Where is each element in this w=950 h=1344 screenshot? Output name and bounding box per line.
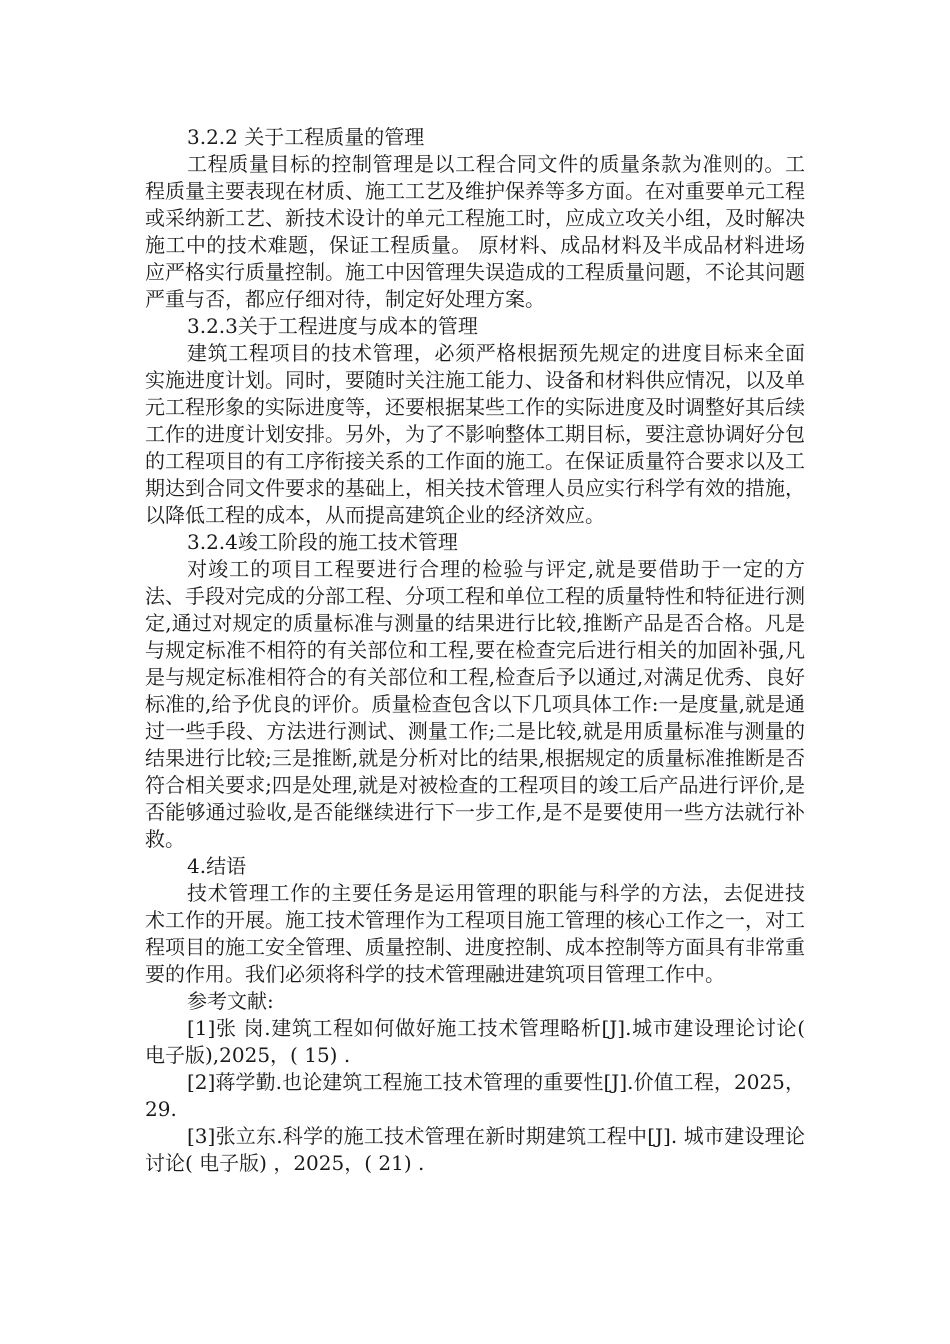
- section-paragraph-3-2-3: 建筑工程项目的技术管理，必须严格根据预先规定的进度目标来全面实施进度计划。同时，要随时关注施工能力、设备和材料供应情况，以及单元工程形象的实际进度等，还要根据某些工作的实际进度及时调整好其后续工作的进度计划安排。另外，为了不影响整体工期目标，要注意协调好分包的工程项目的有工序衔接关系的工作面的施工。在保证质量符合要求以及工期达到合同文件要求的基础上，相关技术管理人员应实行科学有效的措施，以降低工程的成本，从而提高建筑企业的经济效应。: [145, 341, 805, 527]
- section-heading-3-2-2: 3.2.2 关于工程质量的管理: [187, 125, 425, 149]
- section-heading-3-2-3: 3.2.3关于工程进度与成本的管理: [187, 314, 478, 338]
- section-paragraph-3-2-2: 工程质量目标的控制管理是以工程合同文件的质量条款为准则的。工程质量主要表现在材质、施工工艺及维护保养等多方面。在对重要单元工程或采纳新工艺、新技术设计的单元工程施工时，应成立攻关小组，及时解决施工中的技术难题，保证工程质量。 原材料、成品材料及半成品材料进场应严格实行质量控制。施工中因管理失误造成的工程质量问题，不论其问题严重与否，都应仔细对待，制定好处理方案。: [145, 152, 805, 311]
- section-paragraph-conclusion: 技术管理工作的主要任务是运用管理的职能与科学的方法，去促进技术工作的开展。施工技术管理作为工程项目施工管理的核心工作之一，对工程项目的施工安全管理、质量控制、进度控制、成本控制等方面具有非常重要的作用。我们必须将科学的技术管理融进建筑项目管理工作中。: [145, 881, 805, 986]
- reference-item-1: [1]张 岗.建筑工程如何做好施工技术管理略析[J].城市建设理论讨论( 电子版),2025，( 15) .: [145, 1016, 805, 1067]
- reference-item-2: [2]蒋学勤.也论建筑工程施工技术管理的重要性[J].价值工程，2025，29.: [145, 1070, 805, 1121]
- document-body: [145, 124, 805, 1177]
- section-heading-conclusion: 4.结语: [187, 854, 247, 878]
- reference-item-3: [3]张立东.科学的施工技术管理在新时期建筑工程中[J]. 城市建设理论讨论( 电子版) ，2025，( 21) .: [145, 1124, 805, 1175]
- section-heading-3-2-4: 3.2.4竣工阶段的施工技术管理: [187, 530, 458, 554]
- references-heading: 参考文献:: [187, 989, 274, 1013]
- section-paragraph-3-2-4: 对竣工的项目工程要进行合理的检验与评定,就是要借助于一定的方法、手段对完成的分部工程、分项工程和单位工程的质量特性和特征进行测定,通过对规定的质量标准与测量的结果进行比较,推断产品是否合格。凡是与规定标准不相符的有关部位和工程,要在检查完后进行相关的加固补强,凡是与规定标准相符合的有关部位和工程,检查后予以通过,对满足优秀、良好标准的,给予优良的评价。质量检查包含以下几项具体工作:一是度量,就是通过一些手段、方法进行测试、测量工作;二是比较,就是用质量标准与测量的结果进行比较;三是推断,就是分析对比的结果,根据规定的质量标准推断是否符合相关要求;四是处理,就是对被检查的工程项目的竣工后产品进行评价,是否能够通过验收,是否能继续进行下一步工作,是不是要使用一些方法就行补救。: [145, 557, 805, 851]
